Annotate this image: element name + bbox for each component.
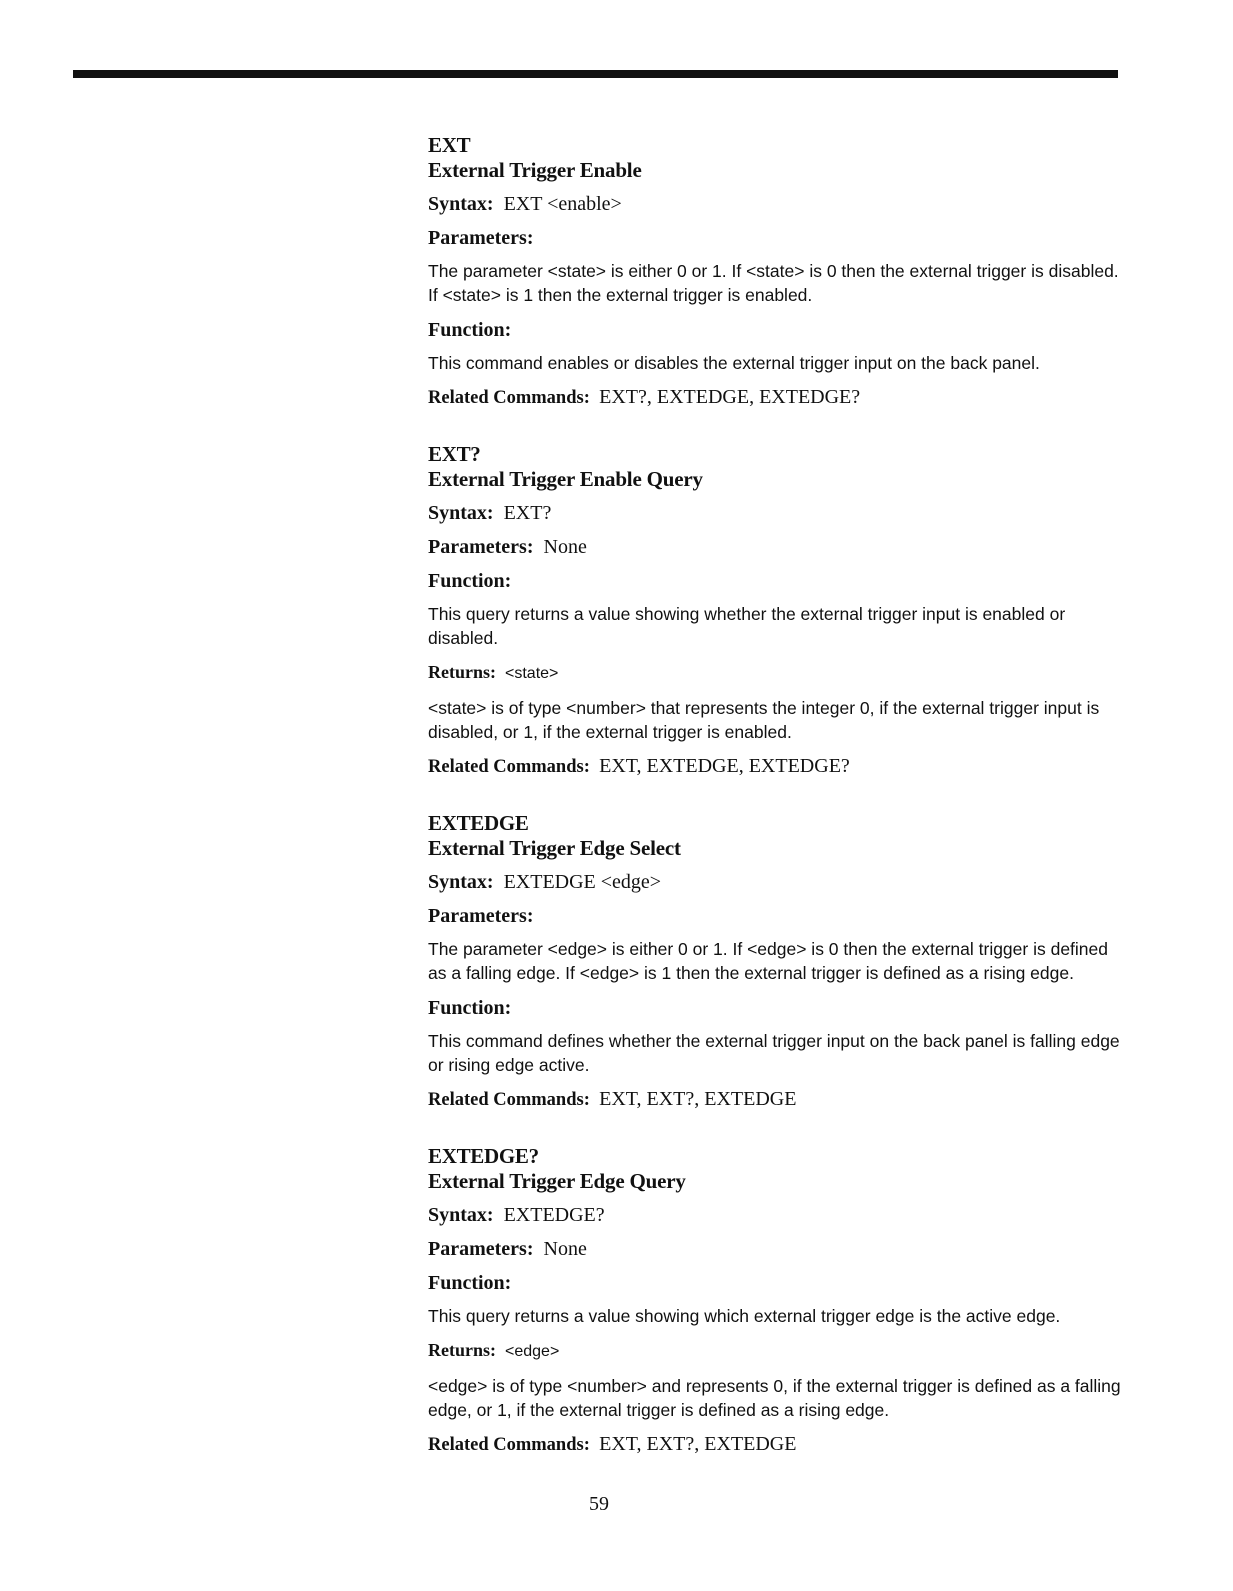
syntax-line bbox=[428, 191, 1128, 217]
related-label: Related Commands: bbox=[428, 1090, 590, 1110]
returns-description: <state> is of type <number> that represents the integer 0, if the external trigger input is disabled, or 1, if the external trigger is enabled. bbox=[428, 698, 1100, 742]
command-title: External Trigger Edge Select bbox=[428, 836, 681, 860]
command-name: EXT bbox=[428, 133, 471, 157]
related-label: Related Commands: bbox=[428, 1435, 590, 1455]
related-value: EXT, EXT?, EXTEDGE bbox=[599, 1088, 797, 1110]
syntax-line bbox=[428, 500, 1128, 526]
syntax-label: Syntax: bbox=[428, 193, 494, 215]
function-description: This query returns a value showing whether the external trigger input is enabled or disabled. bbox=[428, 604, 1066, 648]
syntax-value: EXT? bbox=[503, 502, 552, 524]
function-line bbox=[428, 317, 1128, 343]
command-section-ext bbox=[428, 133, 1128, 410]
command-reference bbox=[428, 133, 1128, 1457]
related-commands bbox=[428, 754, 1128, 779]
related-value: EXT, EXTEDGE, EXTEDGE? bbox=[599, 755, 850, 777]
returns-line bbox=[428, 660, 1128, 686]
command-name: EXTEDGE bbox=[428, 811, 529, 835]
returns-label: Returns: bbox=[428, 662, 496, 682]
syntax-label: Syntax: bbox=[428, 502, 494, 524]
command-section-ext-query bbox=[428, 442, 1128, 779]
parameters-label: Parameters: bbox=[428, 227, 534, 249]
function-label: Function: bbox=[428, 570, 512, 592]
returns-description: <edge> is of type <number> and represents 0, if the external trigger is defined as a falling edge, or 1, if the external trigger is defined as a rising edge. bbox=[428, 1376, 1121, 1420]
related-commands bbox=[428, 385, 1128, 410]
parameters-line bbox=[428, 1236, 1128, 1262]
related-label: Related Commands: bbox=[428, 757, 590, 777]
parameters-value: None bbox=[543, 1238, 587, 1260]
command-title: External Trigger Edge Query bbox=[428, 1169, 686, 1193]
returns-line bbox=[428, 1338, 1128, 1364]
syntax-value: EXTEDGE? bbox=[503, 1204, 605, 1226]
parameters-label: Parameters: bbox=[428, 905, 534, 927]
parameters-line bbox=[428, 534, 1128, 560]
parameters-line bbox=[428, 225, 1128, 251]
function-description: This command enables or disables the external trigger input on the back panel. bbox=[428, 353, 1040, 373]
function-line bbox=[428, 568, 1128, 594]
returns-value: <state> bbox=[505, 665, 559, 682]
command-name: EXTEDGE? bbox=[428, 1144, 539, 1168]
parameters-description: The parameter <state> is either 0 or 1. If <state> is 0 then the external trigger is disabled. If <state> is 1 then the external trigger is enabled. bbox=[428, 261, 1119, 305]
parameters-label: Parameters: bbox=[428, 1238, 534, 1260]
command-section-extedge-query bbox=[428, 1144, 1128, 1457]
command-title: External Trigger Enable Query bbox=[428, 467, 703, 491]
parameters-value: None bbox=[543, 536, 587, 558]
page-number: 59 bbox=[589, 1493, 609, 1515]
returns-value: <edge> bbox=[505, 1343, 560, 1360]
function-label: Function: bbox=[428, 997, 512, 1019]
function-description: This command defines whether the external trigger input on the back panel is falling edge or rising edge active. bbox=[428, 1031, 1120, 1075]
header-rule bbox=[73, 70, 1118, 78]
command-name: EXT? bbox=[428, 442, 481, 466]
syntax-value: EXTEDGE <edge> bbox=[503, 871, 662, 893]
related-value: EXT?, EXTEDGE, EXTEDGE? bbox=[599, 386, 861, 408]
parameters-label: Parameters: bbox=[428, 536, 534, 558]
returns-label: Returns: bbox=[428, 1340, 496, 1360]
syntax-line bbox=[428, 869, 1128, 895]
related-label: Related Commands: bbox=[428, 388, 590, 408]
syntax-value: EXT <enable> bbox=[503, 193, 622, 215]
related-commands bbox=[428, 1432, 1128, 1457]
function-label: Function: bbox=[428, 319, 512, 341]
syntax-label: Syntax: bbox=[428, 871, 494, 893]
function-line bbox=[428, 1270, 1128, 1296]
syntax-line bbox=[428, 1202, 1128, 1228]
related-value: EXT, EXT?, EXTEDGE bbox=[599, 1433, 797, 1455]
command-section-extedge bbox=[428, 811, 1128, 1112]
syntax-label: Syntax: bbox=[428, 1204, 494, 1226]
related-commands bbox=[428, 1087, 1128, 1112]
parameters-description: The parameter <edge> is either 0 or 1. If <edge> is 0 then the external trigger is defined as a falling edge. If <edge> is 1 then the external trigger is defined as a rising edge. bbox=[428, 939, 1109, 983]
function-line bbox=[428, 995, 1128, 1021]
function-description: This query returns a value showing which external trigger edge is the active edge. bbox=[428, 1306, 1061, 1326]
parameters-line bbox=[428, 903, 1128, 929]
command-title: External Trigger Enable bbox=[428, 158, 642, 182]
function-label: Function: bbox=[428, 1272, 512, 1294]
